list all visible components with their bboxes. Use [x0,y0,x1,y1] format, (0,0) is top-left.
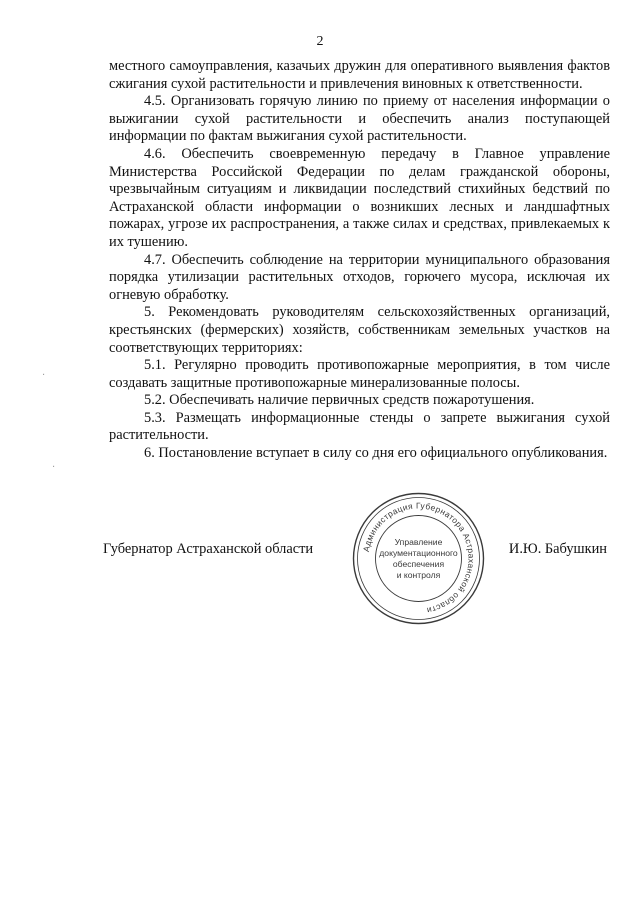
stamp-line: Управление [394,536,443,547]
scan-margin-mark: · [52,462,56,473]
official-stamp [350,490,487,627]
stamp-ring-text: Администрация Губернатора Астраханской области [360,500,477,616]
paragraph-6: 6. Постановление вступает в силу со дня его официального опубликования. [144,445,608,462]
paragraph-5-1: 5.1. Регулярно проводить противопожарные мероприятия, в том числе создавать защитные противопожарные минерализованные полосы. [109,357,610,391]
scan-margin-mark: · [42,370,46,381]
stamp-line: документационного [379,547,458,558]
paragraph-4-7: 4.7. Обеспечить соблюдение на территории муниципального образования порядка утилизации растительных отходов, горючего мусора, исключая их огневую обработку. [109,251,610,303]
stamp-center-text [350,490,487,627]
stamp-line: и контроля [396,569,441,580]
page-number: 2 [316,34,324,49]
paragraph-4-6: 4.6. Обеспечить своевременную передачу в Главное управление Министерства Российской Федерации по делам гражданской обороны, чрезвычайным ситуациям и ликвидации последствий стихийных бедствий по Астраханской области информации о возникших лесных и ландшафтных пожарах, угрозе их распространения, а также силах и средствах, привлекаемых к их тушению. [109,145,610,250]
signer-name: И.Ю. Бабушкин [508,541,607,557]
signer-position: Губернатор Астраханской области [103,541,314,557]
paragraph-5-3: 5.3. Размещать информационные стенды о запрете выжигания сухой растительности. [109,409,610,444]
paragraph-5: 5. Рекомендовать руководителям сельскохозяйственных организаций, крестьянских (фермерских) хозяйств, собственникам земельных участков на соответствующих территориях: [109,304,610,356]
stamp-line: обеспечения [392,558,445,569]
document-body [109,58,610,463]
paragraph-4-4-continuation: местного самоуправления, казачьих дружин для оперативного выявления фактов сжигания сухой растительности и привлечения виновных к ответственности. [109,58,610,92]
paragraph-4-5: 4.5. Организовать горячую линию по приему от населения информации о выжигании сухой растительности и обеспечить анализ поступающей информации по фактам выжигания сухой растительности. [109,93,610,145]
paragraph-5-2: 5.2. Обеспечивать наличие первичных средств пожаротушения. [144,392,535,409]
